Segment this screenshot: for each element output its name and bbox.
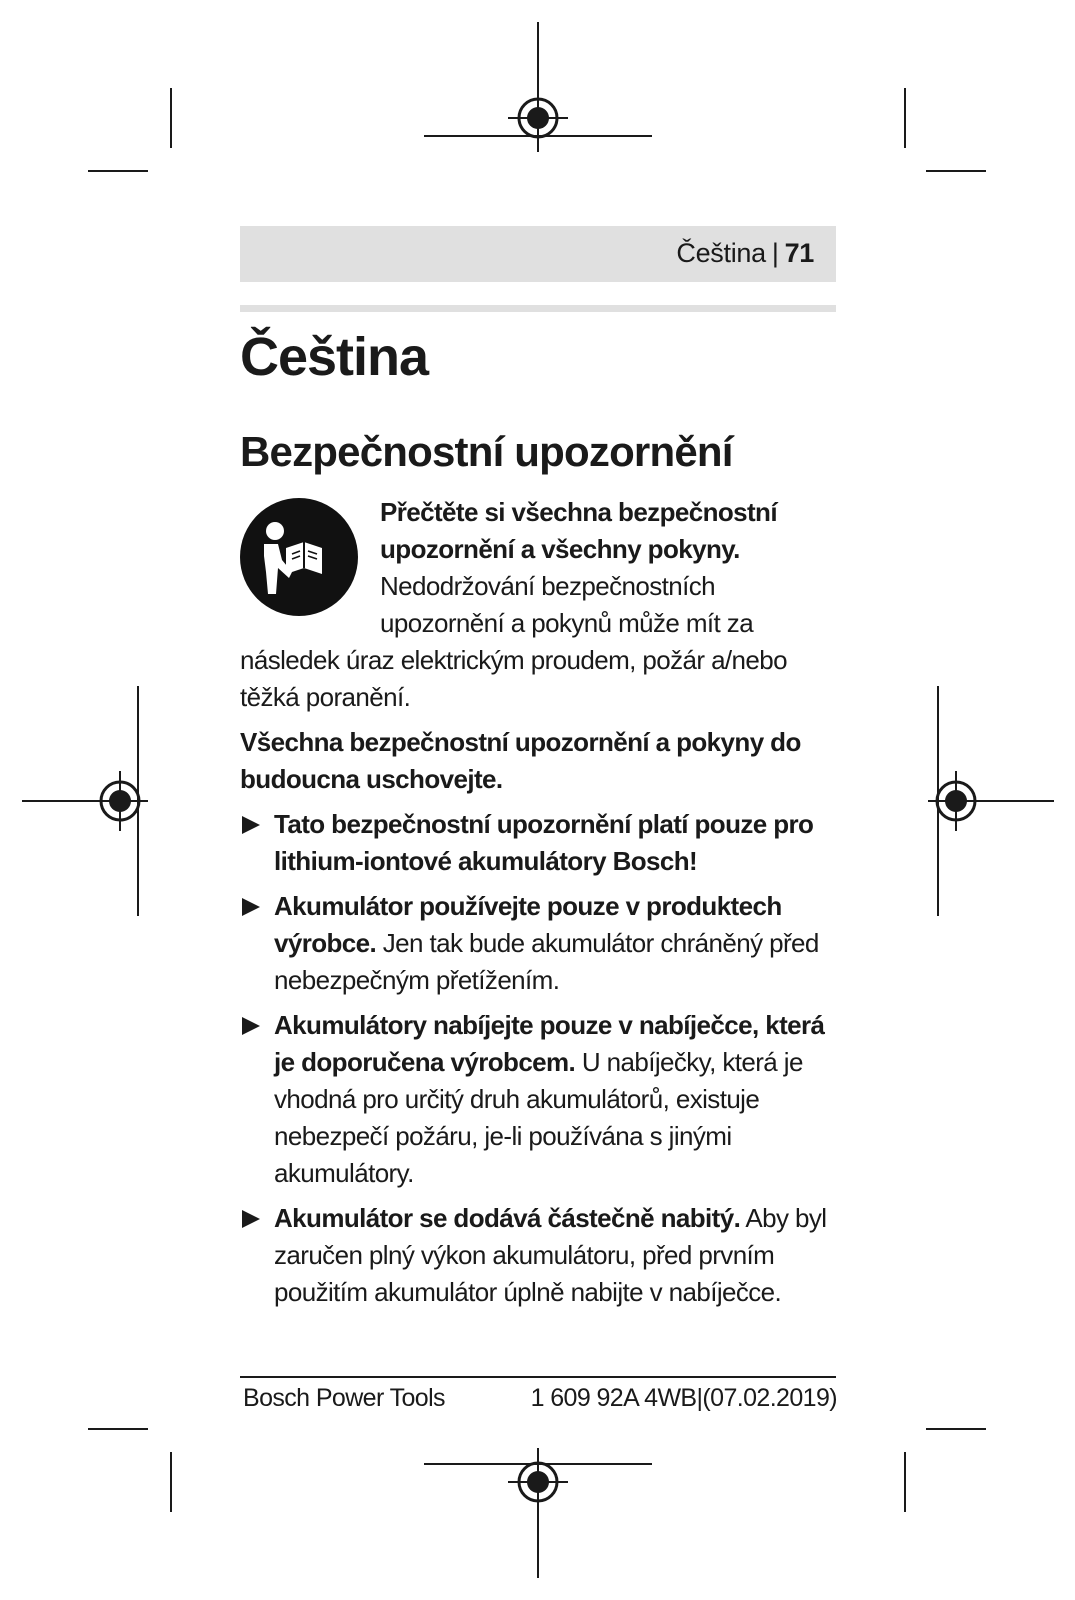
bullet-triangle-icon — [242, 1210, 260, 1228]
list-item-bold: Tato bezpečnostní upozornění platí pouze pro lithium-iontové akumulátory Bosch! — [274, 809, 814, 876]
footer-brand: Bosch Power Tools — [243, 1384, 445, 1412]
list-item — [240, 1200, 836, 1311]
registration-mark-bottom — [424, 1448, 652, 1578]
footer-separator: | — [696, 1384, 703, 1412]
page-number: 71 — [784, 238, 814, 268]
running-header — [240, 226, 836, 282]
registration-mark-right — [928, 686, 1054, 916]
crop-mark — [170, 88, 172, 148]
read-manual-icon — [240, 498, 358, 616]
registration-mark-top — [424, 22, 652, 152]
footer-doc-info — [531, 1384, 837, 1413]
crop-mark — [88, 1428, 148, 1430]
list-item-bold: Akumulátor se dodává částečně nabitý. — [274, 1203, 741, 1233]
footer-doc-number: 1 609 92A 4WB — [530, 1384, 697, 1412]
footer-rule — [240, 1376, 836, 1378]
page-title: Čeština — [240, 327, 429, 387]
content — [240, 494, 836, 1319]
bullet-triangle-icon — [242, 816, 260, 834]
bullet-triangle-icon — [242, 1017, 260, 1035]
footer-date: (07.02.2019) — [702, 1384, 837, 1412]
section-title: Bezpečnostní upozornění — [240, 428, 733, 475]
crop-mark — [88, 170, 148, 172]
list-item-text: U nabíječky, která je vhodná pro určitý druh akumulátorů, existuje nebezpečí požáru, je-li používána s jinými akumulátory. — [274, 1047, 803, 1188]
header-separator: | — [771, 238, 779, 268]
crop-mark — [926, 1428, 986, 1430]
list-item-text: Aby byl zaručen plný výkon akumulátoru, před prvním použitím akumulátor úplně nabijte v nabíječce. — [274, 1203, 827, 1307]
header-section-name: Čeština — [676, 238, 766, 268]
list-item-bold: Akumulátory nabíjejte pouze v nabíječce, která je doporučena výrobcem. — [274, 1010, 825, 1077]
list-item — [240, 1007, 836, 1192]
crop-mark — [926, 170, 986, 172]
header-text — [676, 238, 814, 269]
bullet-triangle-icon — [242, 898, 260, 916]
crop-mark — [904, 88, 906, 148]
list-item-bold: Akumulátor používejte pouze v produktech výrobce. — [274, 891, 782, 958]
title-rule — [240, 305, 836, 312]
list-item-text: Jen tak bude akumulátor chráněný před nebezpečným přetížením. — [274, 928, 819, 995]
registration-mark-left — [22, 686, 148, 916]
intro-text: Nedodržování bezpečnostních upozornění a pokynů může mít za následek úraz elektrickým proudem, požár a/nebo těžká poranění. — [240, 571, 787, 712]
crop-mark — [170, 1452, 172, 1512]
keep-instructions-note: Všechna bezpečnostní upozornění a pokyny do budoucna uschovejte. — [240, 727, 801, 794]
safety-list — [240, 806, 836, 1311]
list-item — [240, 806, 836, 880]
crop-mark — [904, 1452, 906, 1512]
intro-bold: Přečtěte si všechna bezpečnostní upozornění a všechny pokyny. — [380, 497, 777, 564]
list-item — [240, 888, 836, 999]
